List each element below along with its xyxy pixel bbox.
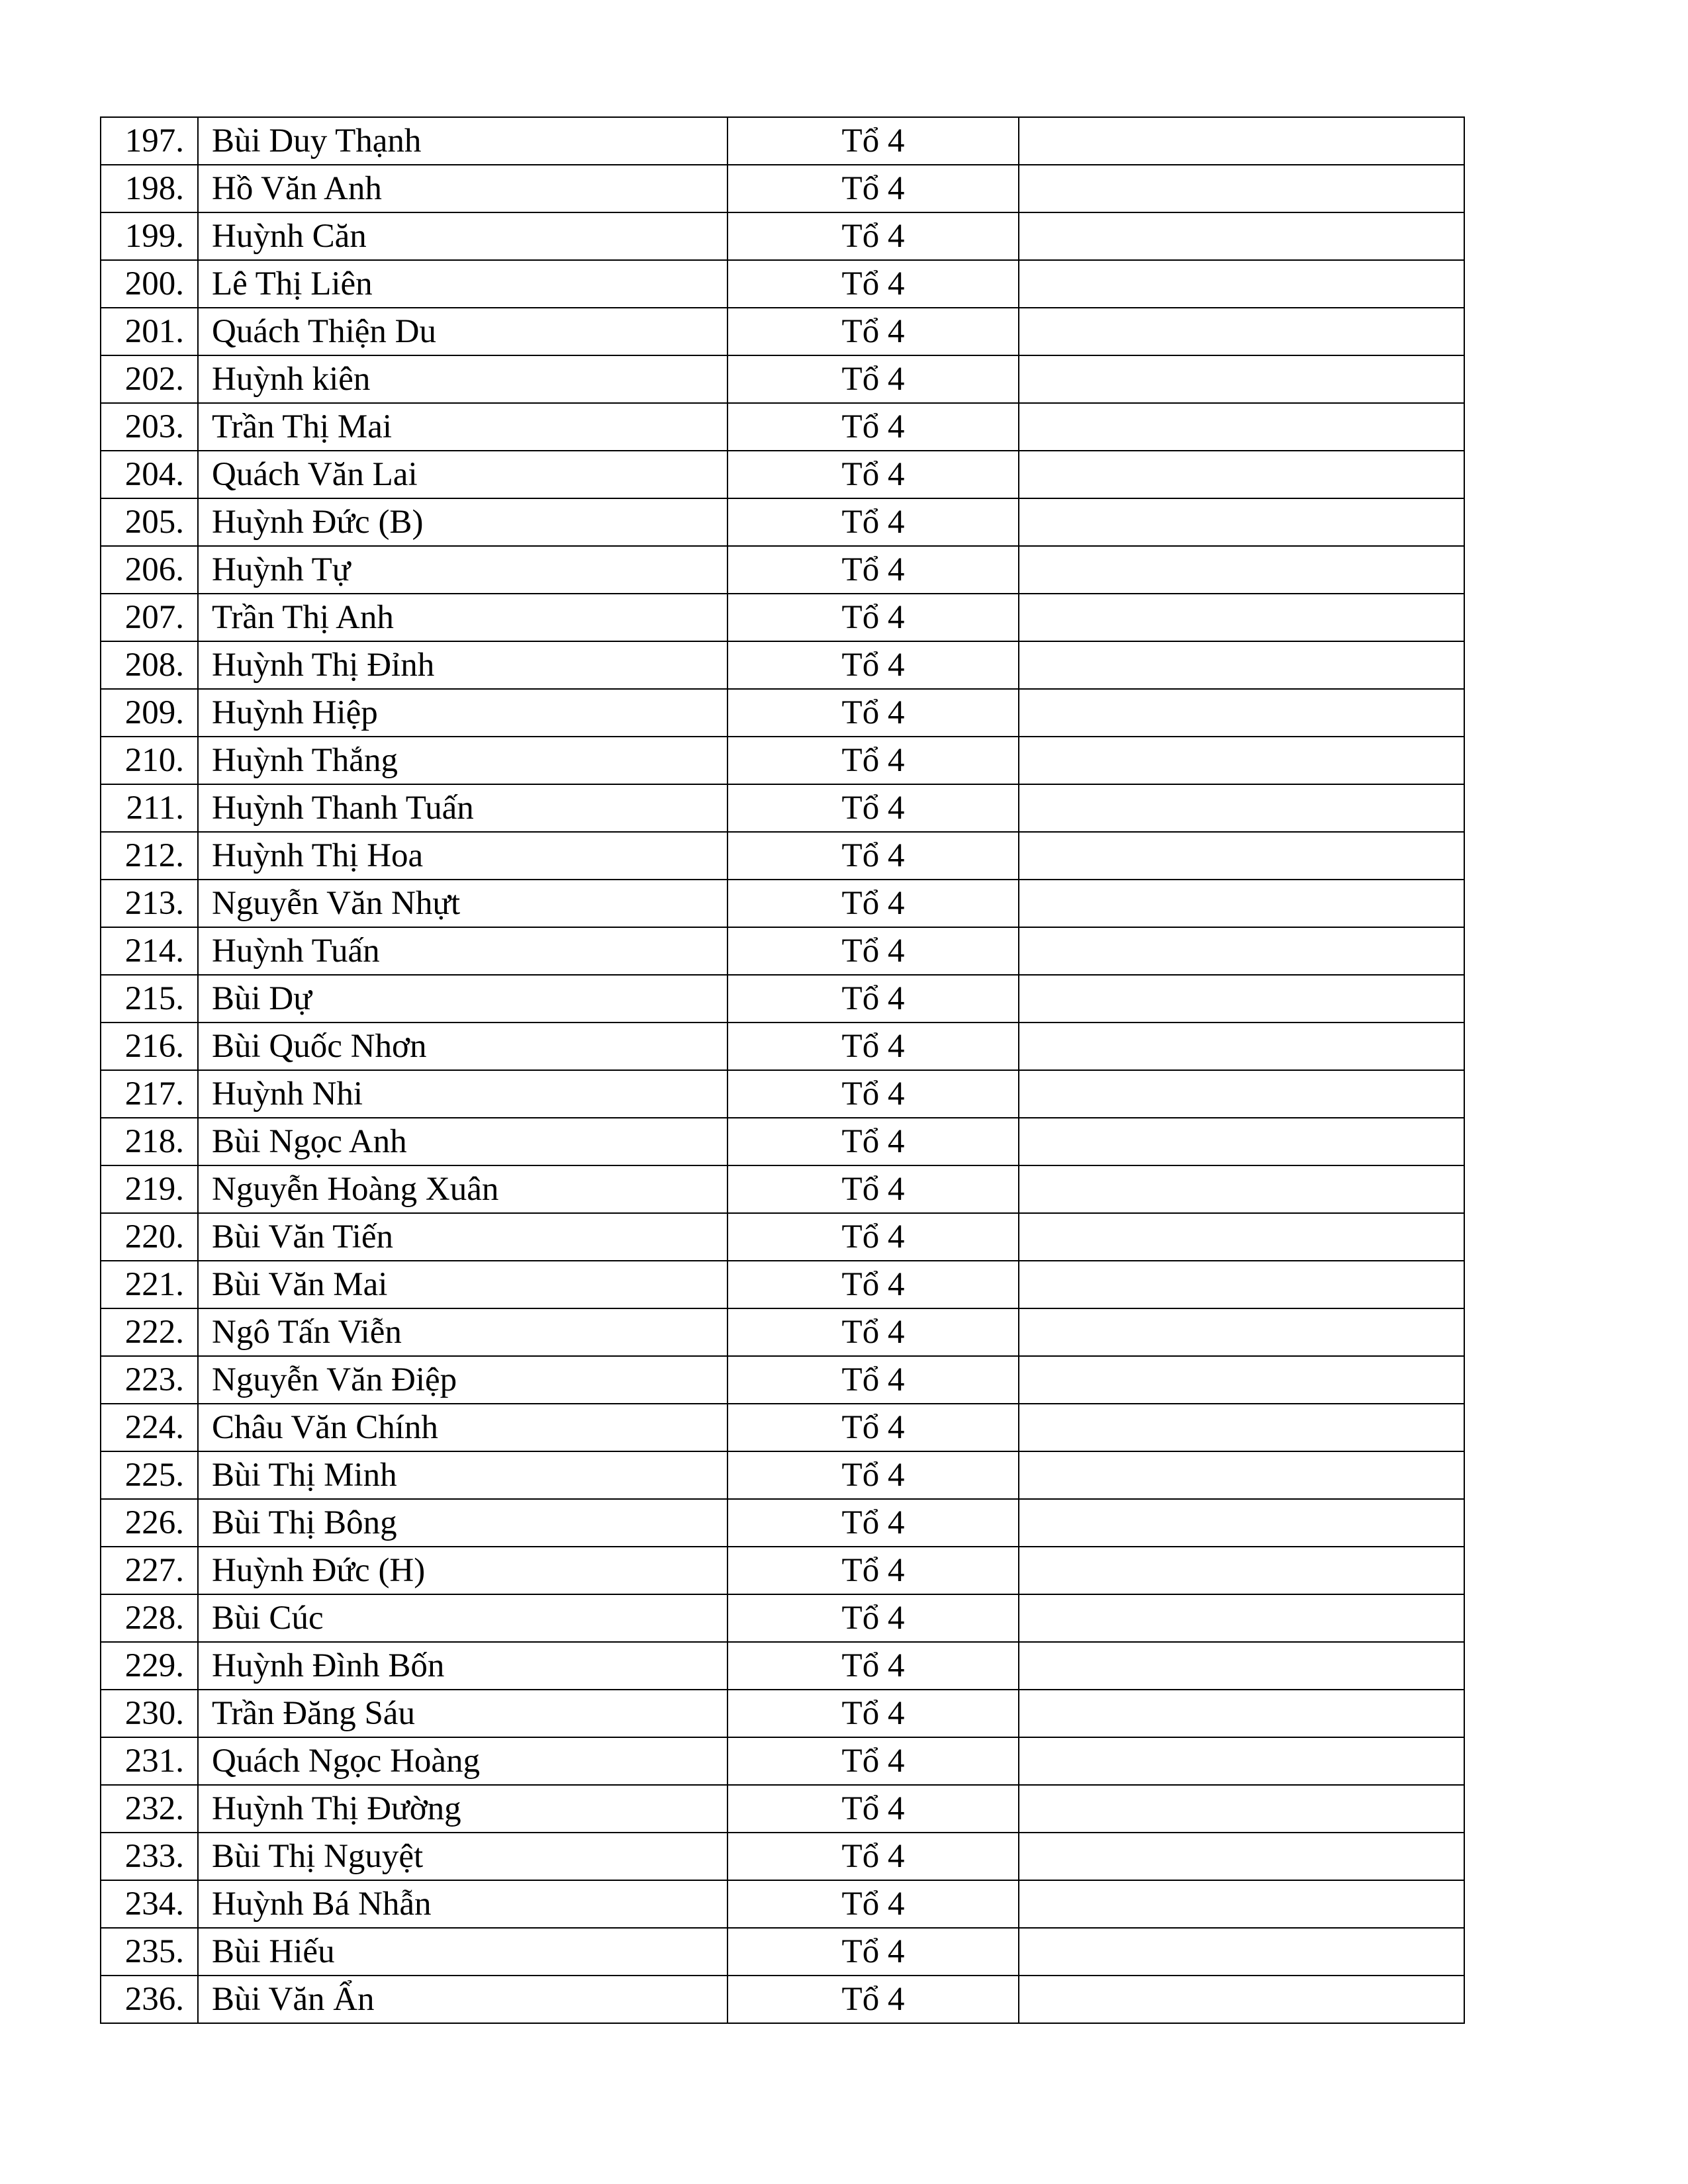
table-row <box>101 594 1464 641</box>
row-number-cell: 219. <box>101 1165 198 1213</box>
group-cell: Tổ 4 <box>727 1261 1019 1308</box>
person-name-cell: Bùi Văn Mai <box>198 1261 727 1308</box>
person-name-cell: Bùi Cúc <box>198 1594 727 1642</box>
person-name-cell: Huỳnh Đức (B) <box>198 498 727 546</box>
person-name-cell: Huỳnh Căn <box>198 212 727 260</box>
person-name-cell: Bùi Văn Tiến <box>198 1213 727 1261</box>
group-cell: Tổ 4 <box>727 212 1019 260</box>
row-number-cell: 207. <box>101 594 198 641</box>
row-number-cell: 229. <box>101 1642 198 1690</box>
row-number-cell: 220. <box>101 1213 198 1261</box>
group-cell: Tổ 4 <box>727 1690 1019 1737</box>
row-number-cell: 226. <box>101 1499 198 1547</box>
note-cell <box>1019 1261 1464 1308</box>
note-cell <box>1019 165 1464 212</box>
row-number-cell: 221. <box>101 1261 198 1308</box>
person-name-cell: Bùi Dự <box>198 975 727 1023</box>
note-cell <box>1019 1023 1464 1070</box>
group-cell: Tổ 4 <box>727 1118 1019 1165</box>
row-number-cell: 202. <box>101 355 198 403</box>
row-number-cell: 199. <box>101 212 198 260</box>
row-number-cell: 198. <box>101 165 198 212</box>
table-row <box>101 1499 1464 1547</box>
group-cell: Tổ 4 <box>727 1165 1019 1213</box>
roster-table-body <box>101 117 1464 2023</box>
note-cell <box>1019 1499 1464 1547</box>
row-number-cell: 205. <box>101 498 198 546</box>
row-number-cell: 225. <box>101 1451 198 1499</box>
person-name-cell: Huỳnh Bá Nhẫn <box>198 1880 727 1928</box>
person-name-cell: Bùi Thị Nguyệt <box>198 1833 727 1880</box>
group-cell: Tổ 4 <box>727 689 1019 737</box>
table-row <box>101 1690 1464 1737</box>
group-cell: Tổ 4 <box>727 1404 1019 1451</box>
table-row <box>101 355 1464 403</box>
person-name-cell: Bùi Văn Ẩn <box>198 1976 727 2023</box>
table-row <box>101 117 1464 165</box>
group-cell: Tổ 4 <box>727 975 1019 1023</box>
table-row <box>101 1451 1464 1499</box>
table-row <box>101 832 1464 880</box>
row-number-cell: 231. <box>101 1737 198 1785</box>
table-row <box>101 546 1464 594</box>
person-name-cell: Quách Văn Lai <box>198 451 727 498</box>
table-row <box>101 403 1464 451</box>
person-name-cell: Lê Thị Liên <box>198 260 727 308</box>
row-number-cell: 232. <box>101 1785 198 1833</box>
group-cell: Tổ 4 <box>727 546 1019 594</box>
group-cell: Tổ 4 <box>727 737 1019 784</box>
row-number-cell: 213. <box>101 880 198 927</box>
note-cell <box>1019 1880 1464 1928</box>
table-row <box>101 1404 1464 1451</box>
person-name-cell: Bùi Thị Bông <box>198 1499 727 1547</box>
row-number-cell: 233. <box>101 1833 198 1880</box>
table-row <box>101 784 1464 832</box>
person-name-cell: Bùi Ngọc Anh <box>198 1118 727 1165</box>
note-cell <box>1019 1976 1464 2023</box>
group-cell: Tổ 4 <box>727 832 1019 880</box>
note-cell <box>1019 689 1464 737</box>
note-cell <box>1019 975 1464 1023</box>
row-number-cell: 206. <box>101 546 198 594</box>
group-cell: Tổ 4 <box>727 1070 1019 1118</box>
group-cell: Tổ 4 <box>727 165 1019 212</box>
person-name-cell: Huỳnh Thị Đường <box>198 1785 727 1833</box>
table-row <box>101 498 1464 546</box>
table-row <box>101 641 1464 689</box>
table-row <box>101 1356 1464 1404</box>
group-cell: Tổ 4 <box>727 1833 1019 1880</box>
group-cell: Tổ 4 <box>727 117 1019 165</box>
note-cell <box>1019 784 1464 832</box>
person-name-cell: Huỳnh Nhi <box>198 1070 727 1118</box>
person-name-cell: Nguyễn Văn Điệp <box>198 1356 727 1404</box>
note-cell <box>1019 1785 1464 1833</box>
table-row <box>101 1070 1464 1118</box>
table-row <box>101 165 1464 212</box>
group-cell: Tổ 4 <box>727 927 1019 975</box>
person-name-cell: Bùi Hiếu <box>198 1928 727 1976</box>
person-name-cell: Huỳnh Đình Bốn <box>198 1642 727 1690</box>
table-row <box>101 1308 1464 1356</box>
row-number-cell: 223. <box>101 1356 198 1404</box>
row-number-cell: 216. <box>101 1023 198 1070</box>
table-row <box>101 1642 1464 1690</box>
person-name-cell: Quách Ngọc Hoàng <box>198 1737 727 1785</box>
row-number-cell: 211. <box>101 784 198 832</box>
table-row <box>101 260 1464 308</box>
group-cell: Tổ 4 <box>727 1547 1019 1594</box>
person-name-cell: Trần Thị Anh <box>198 594 727 641</box>
row-number-cell: 210. <box>101 737 198 784</box>
group-cell: Tổ 4 <box>727 1976 1019 2023</box>
person-name-cell: Huỳnh Đức (H) <box>198 1547 727 1594</box>
person-name-cell: Châu Văn Chính <box>198 1404 727 1451</box>
row-number-cell: 214. <box>101 927 198 975</box>
row-number-cell: 228. <box>101 1594 198 1642</box>
note-cell <box>1019 1737 1464 1785</box>
row-number-cell: 204. <box>101 451 198 498</box>
table-row <box>101 451 1464 498</box>
group-cell: Tổ 4 <box>727 1213 1019 1261</box>
table-row <box>101 1594 1464 1642</box>
person-name-cell: Huỳnh Tuấn <box>198 927 727 975</box>
note-cell <box>1019 641 1464 689</box>
group-cell: Tổ 4 <box>727 260 1019 308</box>
note-cell <box>1019 260 1464 308</box>
table-row <box>101 1118 1464 1165</box>
row-number-cell: 236. <box>101 1976 198 2023</box>
group-cell: Tổ 4 <box>727 1737 1019 1785</box>
table-row <box>101 1880 1464 1928</box>
note-cell <box>1019 737 1464 784</box>
row-number-cell: 234. <box>101 1880 198 1928</box>
roster-table <box>100 116 1465 2024</box>
row-number-cell: 215. <box>101 975 198 1023</box>
table-row <box>101 1976 1464 2023</box>
table-row <box>101 1928 1464 1976</box>
person-name-cell: Huỳnh Tự <box>198 546 727 594</box>
person-name-cell: Quách Thiện Du <box>198 308 727 355</box>
person-name-cell: Huỳnh kiên <box>198 355 727 403</box>
row-number-cell: 200. <box>101 260 198 308</box>
table-row <box>101 689 1464 737</box>
group-cell: Tổ 4 <box>727 1356 1019 1404</box>
note-cell <box>1019 308 1464 355</box>
group-cell: Tổ 4 <box>727 641 1019 689</box>
table-row <box>101 1261 1464 1308</box>
table-row <box>101 1547 1464 1594</box>
row-number-cell: 227. <box>101 1547 198 1594</box>
note-cell <box>1019 594 1464 641</box>
table-row <box>101 1785 1464 1833</box>
note-cell <box>1019 1594 1464 1642</box>
group-cell: Tổ 4 <box>727 880 1019 927</box>
table-row <box>101 737 1464 784</box>
row-number-cell: 218. <box>101 1118 198 1165</box>
note-cell <box>1019 1451 1464 1499</box>
group-cell: Tổ 4 <box>727 1880 1019 1928</box>
person-name-cell: Bùi Duy Thạnh <box>198 117 727 165</box>
table-row <box>101 880 1464 927</box>
note-cell <box>1019 1690 1464 1737</box>
note-cell <box>1019 1070 1464 1118</box>
table-row <box>101 1023 1464 1070</box>
person-name-cell: Bùi Thị Minh <box>198 1451 727 1499</box>
note-cell <box>1019 927 1464 975</box>
group-cell: Tổ 4 <box>727 1308 1019 1356</box>
note-cell <box>1019 1547 1464 1594</box>
note-cell <box>1019 355 1464 403</box>
row-number-cell: 224. <box>101 1404 198 1451</box>
table-row <box>101 1833 1464 1880</box>
person-name-cell: Nguyễn Hoàng Xuân <box>198 1165 727 1213</box>
group-cell: Tổ 4 <box>727 308 1019 355</box>
row-number-cell: 203. <box>101 403 198 451</box>
note-cell <box>1019 1165 1464 1213</box>
group-cell: Tổ 4 <box>727 1928 1019 1976</box>
note-cell <box>1019 1928 1464 1976</box>
row-number-cell: 208. <box>101 641 198 689</box>
group-cell: Tổ 4 <box>727 451 1019 498</box>
note-cell <box>1019 1642 1464 1690</box>
person-name-cell: Huỳnh Thị Hoa <box>198 832 727 880</box>
note-cell <box>1019 1404 1464 1451</box>
group-cell: Tổ 4 <box>727 1785 1019 1833</box>
table-row <box>101 1737 1464 1785</box>
person-name-cell: Huỳnh Thắng <box>198 737 727 784</box>
row-number-cell: 209. <box>101 689 198 737</box>
row-number-cell: 212. <box>101 832 198 880</box>
group-cell: Tổ 4 <box>727 403 1019 451</box>
person-name-cell: Trần Đăng Sáu <box>198 1690 727 1737</box>
note-cell <box>1019 498 1464 546</box>
person-name-cell: Nguyễn Văn Nhựt <box>198 880 727 927</box>
group-cell: Tổ 4 <box>727 1023 1019 1070</box>
person-name-cell: Huỳnh Thị Đỉnh <box>198 641 727 689</box>
note-cell <box>1019 212 1464 260</box>
row-number-cell: 222. <box>101 1308 198 1356</box>
note-cell <box>1019 403 1464 451</box>
note-cell <box>1019 117 1464 165</box>
table-row <box>101 1165 1464 1213</box>
person-name-cell: Huỳnh Hiệp <box>198 689 727 737</box>
note-cell <box>1019 1118 1464 1165</box>
group-cell: Tổ 4 <box>727 498 1019 546</box>
table-row <box>101 975 1464 1023</box>
note-cell <box>1019 832 1464 880</box>
row-number-cell: 197. <box>101 117 198 165</box>
note-cell <box>1019 1833 1464 1880</box>
row-number-cell: 235. <box>101 1928 198 1976</box>
group-cell: Tổ 4 <box>727 784 1019 832</box>
person-name-cell: Trần Thị Mai <box>198 403 727 451</box>
row-number-cell: 217. <box>101 1070 198 1118</box>
row-number-cell: 230. <box>101 1690 198 1737</box>
note-cell <box>1019 880 1464 927</box>
group-cell: Tổ 4 <box>727 594 1019 641</box>
group-cell: Tổ 4 <box>727 1642 1019 1690</box>
table-row <box>101 1213 1464 1261</box>
table-row <box>101 308 1464 355</box>
person-name-cell: Huỳnh Thanh Tuấn <box>198 784 727 832</box>
group-cell: Tổ 4 <box>727 1499 1019 1547</box>
note-cell <box>1019 1308 1464 1356</box>
group-cell: Tổ 4 <box>727 1451 1019 1499</box>
group-cell: Tổ 4 <box>727 1594 1019 1642</box>
note-cell <box>1019 546 1464 594</box>
table-row <box>101 927 1464 975</box>
person-name-cell: Hồ Văn Anh <box>198 165 727 212</box>
person-name-cell: Bùi Quốc Nhơn <box>198 1023 727 1070</box>
person-name-cell: Ngô Tấn Viễn <box>198 1308 727 1356</box>
note-cell <box>1019 451 1464 498</box>
group-cell: Tổ 4 <box>727 355 1019 403</box>
note-cell <box>1019 1356 1464 1404</box>
note-cell <box>1019 1213 1464 1261</box>
table-row <box>101 212 1464 260</box>
row-number-cell: 201. <box>101 308 198 355</box>
